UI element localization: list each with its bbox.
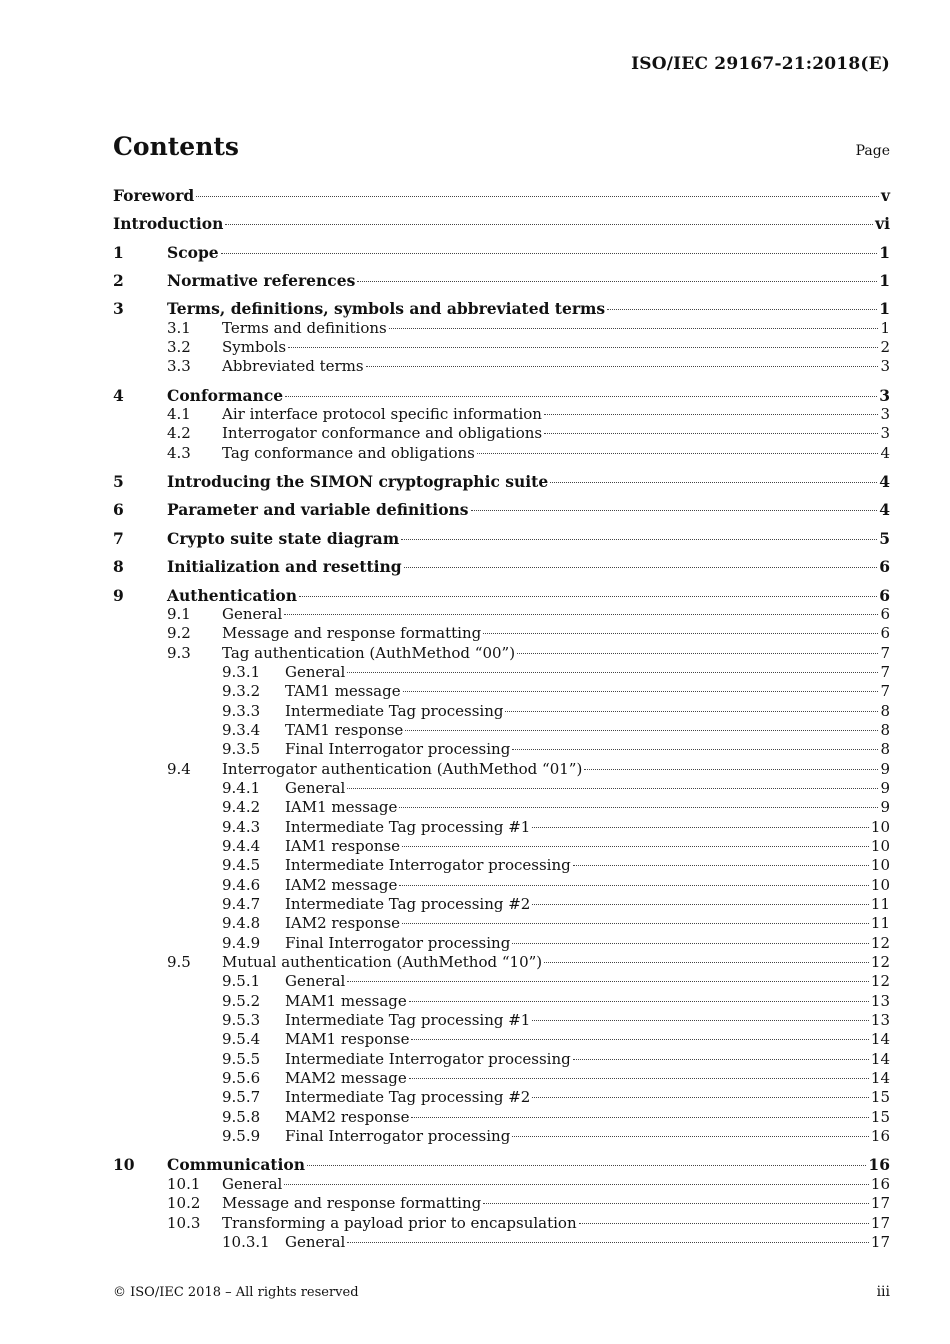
toc-entry-page: 14: [870, 1069, 890, 1088]
toc-entry-page: 6: [879, 585, 890, 605]
toc-entry-page: 11: [870, 914, 890, 933]
toc-entry-title: Air interface protocol specific information: [222, 405, 542, 424]
dot-leader: [401, 539, 877, 540]
toc-entry-title: Intermediate Interrogator processing: [285, 1049, 571, 1068]
toc-entry[interactable]: [113, 624, 890, 643]
toc-entry-number: 9.5.1: [222, 972, 261, 991]
dot-leader: [347, 1242, 869, 1243]
toc-entry-number: 8: [113, 557, 124, 577]
toc-entry-page: 12: [870, 953, 890, 972]
toc-entry-page: 3: [880, 357, 890, 376]
dot-leader: [285, 396, 877, 397]
toc-entry-number: 9.3.3: [222, 701, 261, 720]
toc-entry-number: 9: [113, 585, 124, 605]
toc-entry[interactable]: [113, 934, 890, 953]
toc-entry-number: 9.3.5: [222, 740, 261, 759]
dot-leader: [607, 309, 877, 310]
dot-leader: [532, 827, 869, 828]
toc-entry-page: 10: [870, 875, 890, 894]
dot-leader: [471, 510, 878, 511]
toc-entry-number: 4.1: [167, 405, 191, 424]
toc-entry-title: Interrogator authentication (AuthMethod “01”): [222, 759, 583, 778]
toc-entry-title: General: [285, 972, 346, 991]
dot-leader: [399, 807, 878, 808]
toc-entry[interactable]: [113, 1050, 890, 1069]
toc-entry-title: General: [285, 662, 346, 681]
dot-leader: [512, 943, 869, 944]
toc-entry-page: 17: [870, 1213, 890, 1232]
toc-entry-number: 3: [113, 299, 124, 319]
toc-entry-page: 2: [880, 338, 890, 357]
dot-leader: [532, 904, 869, 905]
toc-entry-title: General: [222, 604, 283, 623]
toc-entry-number: 10: [113, 1155, 135, 1175]
toc-entry-title: Initialization and resetting: [167, 557, 402, 577]
toc-entry[interactable]: [113, 1214, 890, 1233]
toc-entry-page: 17: [870, 1232, 890, 1251]
toc-entry-number: 9.5: [167, 953, 191, 972]
toc-entry[interactable]: [113, 529, 890, 548]
toc-entry-number: 9.1: [167, 604, 191, 623]
toc-entry-page: 1: [879, 299, 890, 319]
dot-leader: [399, 885, 869, 886]
toc-entry[interactable]: [113, 972, 890, 991]
toc-entry-page: 8: [880, 720, 890, 739]
toc-entry-title: Intermediate Tag processing #1: [285, 1011, 531, 1030]
toc-entry-number: 9.4: [167, 759, 191, 778]
dot-leader: [544, 414, 879, 415]
dot-leader: [403, 691, 879, 692]
toc-entry-number: 9.4.7: [222, 895, 261, 913]
dot-leader: [512, 749, 878, 750]
toc-entry-number: 9.4.2: [222, 798, 261, 817]
dot-leader: [532, 1097, 869, 1098]
toc-entry-title: TAM1 response: [285, 720, 404, 739]
toc-entry[interactable]: [113, 1088, 890, 1107]
toc-entry-page: vi: [875, 214, 890, 234]
page-column-label: Page: [855, 143, 890, 159]
toc-entry-number: 9.5.2: [222, 991, 261, 1010]
dot-leader: [221, 253, 878, 254]
dot-leader: [284, 614, 878, 615]
dot-leader: [544, 962, 869, 963]
toc-entry[interactable]: [113, 472, 890, 491]
toc-entry-page: 4: [879, 472, 890, 492]
toc-entry-number: 10.3: [167, 1213, 201, 1232]
toc-entry-number: 10.3.1: [222, 1232, 270, 1251]
toc-entry-number: 1: [113, 242, 124, 262]
dot-leader: [288, 347, 878, 348]
toc-entry-title: Tag conformance and obligations: [222, 443, 475, 462]
toc-entry-number: 9.5.6: [222, 1069, 261, 1088]
dot-leader: [544, 433, 878, 434]
dot-leader: [404, 567, 878, 568]
toc-entry[interactable]: [113, 856, 890, 875]
toc-entry-page: 1: [879, 271, 890, 291]
toc-entry-title: MAM1 response: [285, 1030, 410, 1049]
toc-entry-page: v: [880, 186, 890, 205]
toc-entry-number: 10.2: [167, 1194, 201, 1213]
dot-leader: [550, 482, 877, 483]
toc-entry-number: 9.5.7: [222, 1088, 261, 1107]
dot-leader: [579, 1223, 869, 1224]
dot-leader: [402, 923, 869, 924]
dot-leader: [347, 672, 878, 673]
dot-leader: [405, 730, 878, 731]
table-of-contents: [113, 186, 890, 1252]
toc-entry-title: General: [222, 1174, 283, 1193]
dot-leader: [347, 981, 869, 982]
toc-entry-number: 9.5.4: [222, 1030, 261, 1049]
toc-entry-page: 8: [880, 701, 890, 720]
dot-leader: [347, 788, 878, 789]
toc-entry[interactable]: [113, 682, 890, 701]
toc-entry[interactable]: [113, 586, 890, 605]
toc-entry-title: Introducing the SIMON cryptographic suite: [167, 472, 549, 492]
toc-entry[interactable]: [113, 1030, 890, 1049]
toc-entry-title: Intermediate Interrogator processing: [285, 856, 571, 875]
toc-entry-number: 9.4.1: [222, 778, 261, 797]
toc-entry-page: 13: [870, 1011, 890, 1030]
toc-entry-page: 15: [870, 1088, 890, 1107]
toc-entry[interactable]: [113, 1069, 890, 1088]
toc-entry-number: 9.5.9: [222, 1127, 261, 1146]
toc-entry-title: General: [285, 778, 346, 797]
toc-entry[interactable]: [113, 1108, 890, 1127]
toc-entry-number: 9.4.8: [222, 914, 261, 933]
toc-entry-page: 12: [870, 933, 890, 952]
toc-entry-number: 9.3: [167, 643, 191, 662]
toc-entry[interactable]: [113, 876, 890, 895]
toc-entry-number: 5: [113, 472, 124, 492]
dot-leader: [284, 1184, 869, 1185]
toc-entry-number: 4.2: [167, 424, 191, 443]
toc-entry-page: 4: [880, 443, 890, 462]
toc-entry[interactable]: [113, 357, 890, 376]
toc-entry-number: 2: [113, 271, 124, 291]
toc-entry-number: 9.4.5: [222, 856, 261, 875]
dot-leader: [584, 769, 878, 770]
toc-entry-title: Final Interrogator processing: [285, 740, 511, 759]
toc-entry[interactable]: [113, 837, 890, 856]
toc-entry-title: Mutual authentication (AuthMethod “10”): [222, 953, 543, 972]
toc-entry-number: 3.2: [167, 338, 191, 357]
dot-leader: [366, 366, 879, 367]
toc-entry-number: 4: [113, 385, 124, 405]
dot-leader: [411, 1039, 868, 1040]
toc-entry-title: Communication: [167, 1155, 306, 1175]
toc-entry-title: Final Interrogator processing: [285, 933, 511, 952]
toc-entry-page: 14: [870, 1030, 890, 1049]
toc-entry-number: 9.3.4: [222, 720, 261, 739]
toc-entry-title: IAM2 response: [285, 914, 401, 933]
toc-entry[interactable]: [113, 386, 890, 405]
toc-entry-title: Intermediate Tag processing #2: [285, 1088, 531, 1107]
toc-entry[interactable]: [113, 500, 890, 519]
toc-entry-number: 6: [113, 500, 124, 520]
toc-entry-title: Message and response formatting: [222, 624, 482, 643]
toc-entry[interactable]: [113, 663, 890, 682]
toc-entry-title: Normative references: [167, 271, 356, 291]
document-id-header: ISO/IEC 29167-21:2018(E): [631, 54, 890, 74]
toc-entry-page: 15: [870, 1107, 890, 1126]
toc-entry-title: TAM1 message: [285, 682, 401, 701]
toc-entry-page: 1: [879, 242, 890, 262]
toc-entry[interactable]: [113, 721, 890, 740]
toc-entry-number: 9.4.4: [222, 836, 261, 855]
toc-entry-title: MAM2 response: [285, 1107, 410, 1126]
dot-leader: [409, 1001, 869, 1002]
toc-entry-page: 16: [870, 1127, 890, 1146]
page-number: iii: [876, 1284, 890, 1300]
toc-entry-page: 9: [880, 778, 890, 797]
toc-entry-number: 9.2: [167, 624, 191, 643]
dot-leader: [483, 1203, 869, 1204]
toc-entry[interactable]: [113, 1011, 890, 1030]
toc-entry-page: 6: [880, 604, 890, 623]
toc-entry[interactable]: [113, 798, 890, 817]
toc-entry-number: 7: [113, 528, 124, 548]
toc-entry-page: 1: [880, 318, 890, 337]
toc-entry[interactable]: [113, 702, 890, 721]
toc-entry-number: 10.1: [167, 1174, 201, 1193]
contents-title: Contents: [113, 132, 240, 161]
toc-entry-page: 12: [870, 972, 890, 991]
dot-leader: [196, 196, 879, 197]
dot-leader: [505, 711, 878, 712]
toc-entry-page: 7: [880, 662, 890, 681]
toc-entry-page: 11: [870, 895, 890, 913]
toc-entry-number: 9.4.3: [222, 817, 261, 836]
toc-entry-page: 4: [879, 500, 890, 520]
toc-entry-title: Final Interrogator processing: [285, 1127, 511, 1146]
toc-entry-number: 9.5.5: [222, 1049, 261, 1068]
toc-entry[interactable]: [113, 760, 890, 779]
toc-entry[interactable]: [113, 319, 890, 338]
dot-leader: [225, 224, 873, 225]
toc-entry-page: 3: [880, 405, 890, 424]
toc-entry-title: MAM2 message: [285, 1069, 407, 1088]
toc-entry[interactable]: [113, 895, 890, 914]
toc-entry[interactable]: [113, 605, 890, 624]
toc-entry-title: Introduction: [113, 214, 224, 234]
toc-entry-page: 6: [879, 557, 890, 577]
dot-leader: [402, 846, 869, 847]
toc-entry-title: IAM1 response: [285, 836, 401, 855]
toc-entry[interactable]: [113, 1233, 890, 1252]
toc-entry-title: Foreword: [113, 186, 195, 205]
toc-entry[interactable]: [113, 644, 890, 663]
toc-entry-number: 9.3.1: [222, 662, 261, 681]
toc-entry[interactable]: [113, 444, 890, 463]
toc-entry[interactable]: [113, 818, 890, 837]
toc-entry-page: 8: [880, 740, 890, 759]
toc-entry[interactable]: [113, 953, 890, 972]
toc-entry-page: 9: [880, 759, 890, 778]
dot-leader: [477, 453, 879, 454]
toc-entry-page: 9: [880, 798, 890, 817]
toc-entry-page: 14: [870, 1049, 890, 1068]
toc-entry-title: Conformance: [167, 385, 284, 405]
toc-entry[interactable]: [113, 214, 890, 233]
toc-entry[interactable]: [113, 186, 890, 205]
dot-leader: [517, 653, 878, 654]
toc-entry[interactable]: [113, 1127, 890, 1146]
toc-entry-title: IAM2 message: [285, 875, 398, 894]
toc-entry-page: 16: [870, 1174, 890, 1193]
copyright-footer: © ISO/IEC 2018 – All rights reserved: [113, 1285, 359, 1300]
toc-entry-page: 13: [870, 991, 890, 1010]
dot-leader: [411, 1117, 868, 1118]
toc-entry[interactable]: [113, 338, 890, 357]
toc-entry-title: Parameter and variable definitions: [167, 500, 469, 520]
toc-entry-title: Terms and definitions: [222, 318, 387, 337]
toc-entry-page: 10: [870, 817, 890, 836]
toc-entry-title: Crypto suite state diagram: [167, 528, 400, 548]
toc-entry-page: 5: [879, 528, 890, 548]
dot-leader: [389, 328, 879, 329]
toc-entry-title: Tag authentication (AuthMethod “00”): [222, 643, 516, 662]
toc-entry-number: 9.3.2: [222, 682, 261, 701]
dot-leader: [483, 633, 878, 634]
toc-entry[interactable]: [113, 405, 890, 424]
toc-entry-title: Abbreviated terms: [222, 357, 364, 376]
toc-entry-page: 7: [880, 682, 890, 701]
toc-entry[interactable]: [113, 1155, 890, 1174]
dot-leader: [307, 1165, 866, 1166]
dot-leader: [299, 596, 877, 597]
dot-leader: [357, 281, 877, 282]
toc-entry-page: 3: [880, 424, 890, 443]
toc-entry[interactable]: [113, 914, 890, 933]
toc-entry-number: 9.5.3: [222, 1011, 261, 1030]
dot-leader: [409, 1078, 869, 1079]
toc-entry[interactable]: [113, 1194, 890, 1213]
dot-leader: [532, 1020, 869, 1021]
toc-entry-page: 16: [868, 1155, 890, 1175]
toc-entry-title: MAM1 message: [285, 991, 407, 1010]
toc-entry-title: Symbols: [222, 338, 287, 357]
toc-entry-number: 9.4.9: [222, 933, 261, 952]
dot-leader: [512, 1136, 869, 1137]
toc-entry-page: 6: [880, 624, 890, 643]
toc-entry-page: 3: [879, 385, 890, 405]
toc-entry-page: 17: [870, 1194, 890, 1213]
toc-entry[interactable]: [113, 424, 890, 443]
toc-entry-title: IAM1 message: [285, 798, 398, 817]
toc-entry-title: Scope: [167, 242, 219, 262]
toc-entry[interactable]: [113, 299, 890, 318]
toc-entry-page: 7: [880, 643, 890, 662]
toc-entry-title: Authentication: [167, 585, 298, 605]
toc-entry-number: 3.1: [167, 318, 191, 337]
toc-entry[interactable]: [113, 1175, 890, 1194]
toc-entry-number: 9.5.8: [222, 1107, 261, 1126]
dot-leader: [573, 865, 869, 866]
toc-entry-page: 10: [870, 856, 890, 875]
toc-entry-number: 9.4.6: [222, 875, 261, 894]
toc-entry[interactable]: [113, 243, 890, 262]
toc-entry[interactable]: [113, 779, 890, 798]
toc-entry-title: Message and response formatting: [222, 1194, 482, 1213]
toc-entry[interactable]: [113, 271, 890, 290]
toc-entry-title: General: [285, 1232, 346, 1251]
toc-entry-title: Terms, definitions, symbols and abbreviated terms: [167, 299, 606, 319]
toc-entry-title: Interrogator conformance and obligations: [222, 424, 543, 443]
toc-entry-title: Intermediate Tag processing: [285, 701, 504, 720]
toc-entry-page: 10: [870, 836, 890, 855]
dot-leader: [573, 1059, 869, 1060]
toc-entry[interactable]: [113, 557, 890, 576]
toc-entry-title: Transforming a payload prior to encapsulation: [222, 1213, 577, 1232]
toc-entry[interactable]: [113, 740, 890, 759]
toc-entry-number: 3.3: [167, 357, 191, 376]
toc-entry[interactable]: [113, 992, 890, 1011]
toc-entry-title: Intermediate Tag processing #2: [285, 895, 531, 913]
toc-entry-number: 4.3: [167, 443, 191, 462]
toc-entry-title: Intermediate Tag processing #1: [285, 817, 531, 836]
